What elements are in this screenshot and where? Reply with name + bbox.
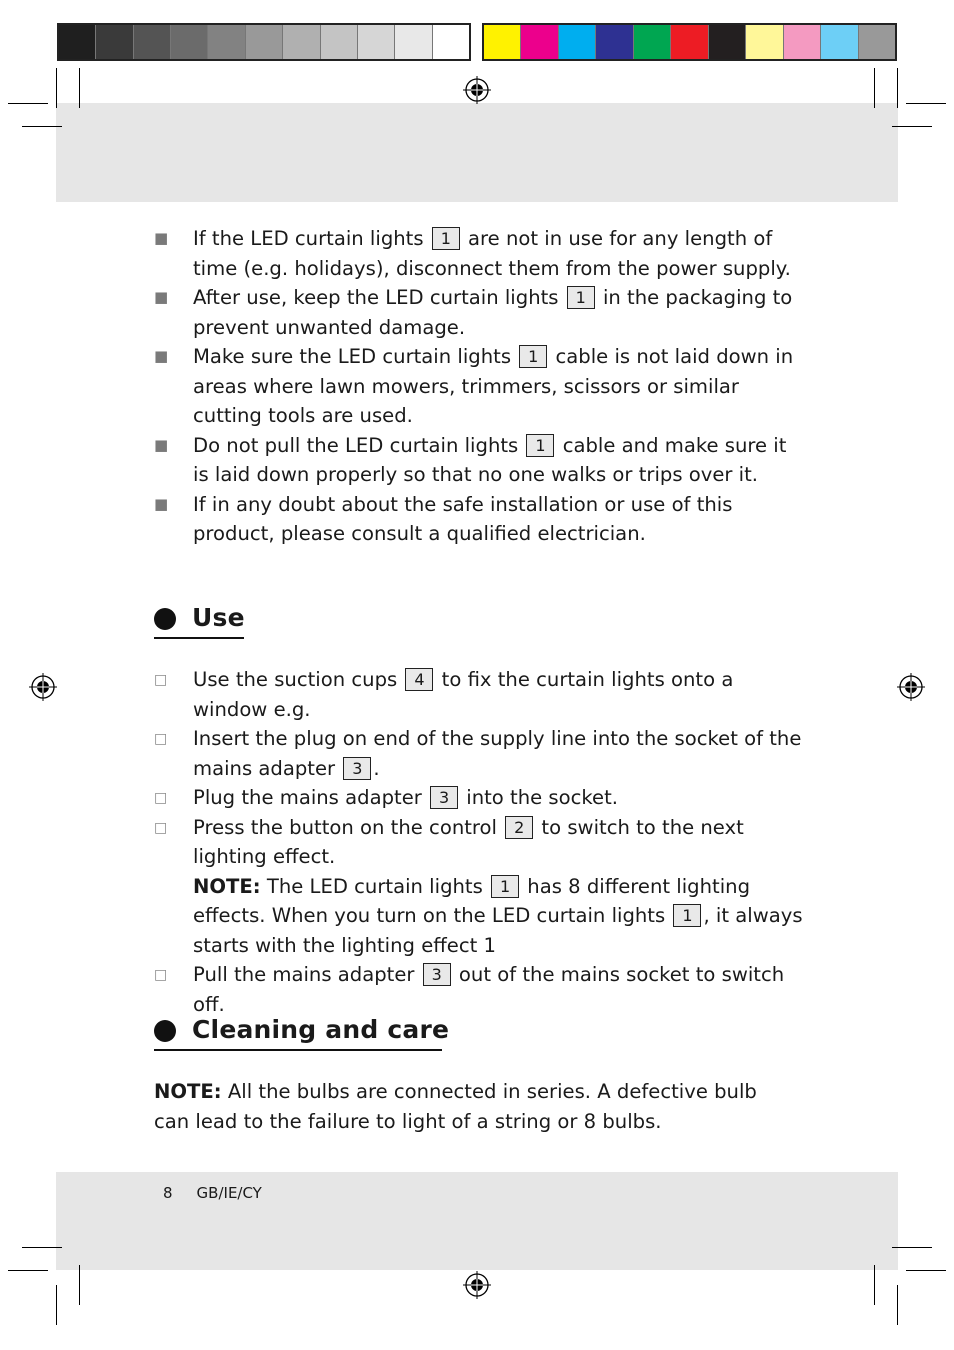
- color-swatch: [671, 25, 708, 59]
- list-item-text: .: [373, 756, 380, 780]
- color-swatch: [859, 25, 895, 59]
- part-reference-badge: 2: [505, 816, 533, 839]
- safety-instructions: [154, 224, 804, 549]
- list-item-text: are not in use for any length of time (e.g. holidays), disconnect them from the power supply.: [193, 227, 791, 280]
- checkbox-bullet-icon: [154, 813, 176, 844]
- list-item-text: Make sure the LED curtain lights: [193, 345, 518, 368]
- use-instructions: [154, 665, 804, 1019]
- square-bullet-icon: [154, 224, 176, 254]
- list-item: [154, 342, 804, 431]
- list-item: [154, 490, 804, 549]
- note-text: All the bulbs are connected in series. A defective bulb can lead to the failure to light of a string or 8 bulbs.: [154, 1080, 757, 1133]
- list-item-text: into the socket.: [460, 786, 618, 809]
- color-swatch: [484, 25, 521, 59]
- list-item-text: cable and make sure it is laid down properly so that no one walks or trips over it.: [193, 433, 787, 486]
- list-item-text: Do not pull the LED curtain lights: [193, 433, 525, 457]
- color-swatch: [784, 25, 821, 59]
- list-item-text: Press the button on the control: [193, 815, 504, 839]
- page-number: 8: [163, 1184, 173, 1202]
- list-item-text: has 8 different lighting effects. When you turn on the LED curtain lights: [193, 874, 751, 927]
- part-reference-badge: 1: [567, 286, 595, 309]
- cleaning-heading-text: Cleaning and care: [192, 1015, 450, 1044]
- color-swatch: [596, 25, 633, 59]
- checkbox-bullet-icon: [154, 960, 176, 991]
- color-swatch: [171, 25, 208, 59]
- list-item: [154, 665, 804, 724]
- use-heading: [154, 603, 245, 635]
- header-band: [56, 103, 898, 202]
- square-bullet-icon: [154, 490, 176, 520]
- part-reference-badge: 1: [673, 904, 701, 927]
- color-swatch: [634, 25, 671, 59]
- color-swatch: [395, 25, 432, 59]
- list-item-text: to switch to the next lighting effect.: [193, 815, 744, 868]
- color-swatch: [283, 25, 320, 59]
- color-swatch: [358, 25, 395, 59]
- section-bullet-icon: [154, 608, 176, 630]
- part-reference-badge: 1: [519, 345, 547, 368]
- color-swatch: [134, 25, 171, 59]
- list-item-text: Use the suction cups: [193, 668, 404, 691]
- list-item-text: out of the mains socket to switch off.: [193, 963, 785, 1016]
- list-item-text: If in any doubt about the safe installation or use of this product, please consult a qualified electrician.: [193, 492, 733, 545]
- list-item: [154, 960, 804, 1019]
- square-bullet-icon: [154, 342, 176, 372]
- square-bullet-icon: [154, 431, 176, 461]
- list-item-text: The LED curtain lights: [260, 874, 490, 898]
- list-item-text: After use, keep the LED curtain lights: [193, 286, 565, 309]
- list-item-text: cable is not laid down in areas where lawn mowers, trimmers, scissors or similar cutting tools are used.: [193, 345, 794, 427]
- color-swatch: [821, 25, 858, 59]
- list-item: [154, 224, 804, 283]
- note-label: NOTE:: [154, 1080, 222, 1103]
- color-swatch: [96, 25, 133, 59]
- checkbox-bullet-icon: [154, 783, 176, 814]
- section-bullet-icon: [154, 1020, 176, 1042]
- part-reference-badge: 3: [423, 963, 451, 986]
- part-reference-badge: 1: [432, 227, 460, 250]
- registration-mark-icon: [463, 76, 491, 104]
- color-swatch: [521, 25, 558, 59]
- part-reference-badge: 4: [405, 668, 433, 691]
- list-item: [154, 431, 804, 490]
- use-list: [154, 665, 804, 1019]
- part-reference-badge: 1: [491, 875, 519, 898]
- registration-mark-icon: [897, 673, 925, 701]
- checkbox-bullet-icon: [154, 665, 176, 696]
- list-item: [154, 813, 804, 961]
- list-item-text: , it always starts with the lighting effect 1: [193, 904, 803, 957]
- list-item-text: in the packaging to prevent unwanted damage.: [193, 286, 793, 339]
- color-swatch: [59, 25, 96, 59]
- part-reference-badge: 3: [343, 757, 371, 780]
- list-item-text: Plug the mains adapter: [193, 786, 429, 809]
- page-footer: [163, 1184, 286, 1202]
- list-item: [154, 783, 804, 813]
- note-label: NOTE:: [193, 874, 261, 898]
- color-swatch: [709, 25, 746, 59]
- registration-mark-icon: [463, 1271, 491, 1299]
- list-item-text: If the LED curtain lights: [193, 227, 430, 250]
- checkbox-bullet-icon: [154, 724, 176, 755]
- part-reference-badge: 1: [526, 434, 554, 457]
- color-swatch: [208, 25, 245, 59]
- part-reference-badge: 3: [430, 786, 458, 809]
- registration-mark-icon: [29, 673, 57, 701]
- square-bullet-icon: [154, 283, 176, 313]
- list-item-text: to fix the curtain lights onto a window e.g.: [193, 668, 734, 721]
- color-calibration-bar: [482, 23, 897, 61]
- list-item-text: Pull the mains adapter: [193, 963, 421, 986]
- list-item: [154, 283, 804, 342]
- color-swatch: [321, 25, 358, 59]
- color-swatch: [433, 25, 469, 59]
- safety-list: [154, 224, 804, 549]
- footer-locale: GB/IE/CY: [196, 1184, 262, 1202]
- grayscale-calibration-bar: [57, 23, 471, 61]
- cleaning-heading: [154, 1015, 449, 1047]
- list-item: [154, 724, 804, 783]
- use-heading-text: Use: [192, 603, 245, 632]
- list-item-text: Insert the plug on end of the supply line into the socket of the mains adapter: [193, 727, 802, 780]
- color-swatch: [746, 25, 783, 59]
- cleaning-note: [154, 1077, 794, 1136]
- color-swatch: [559, 25, 596, 59]
- color-swatch: [246, 25, 283, 59]
